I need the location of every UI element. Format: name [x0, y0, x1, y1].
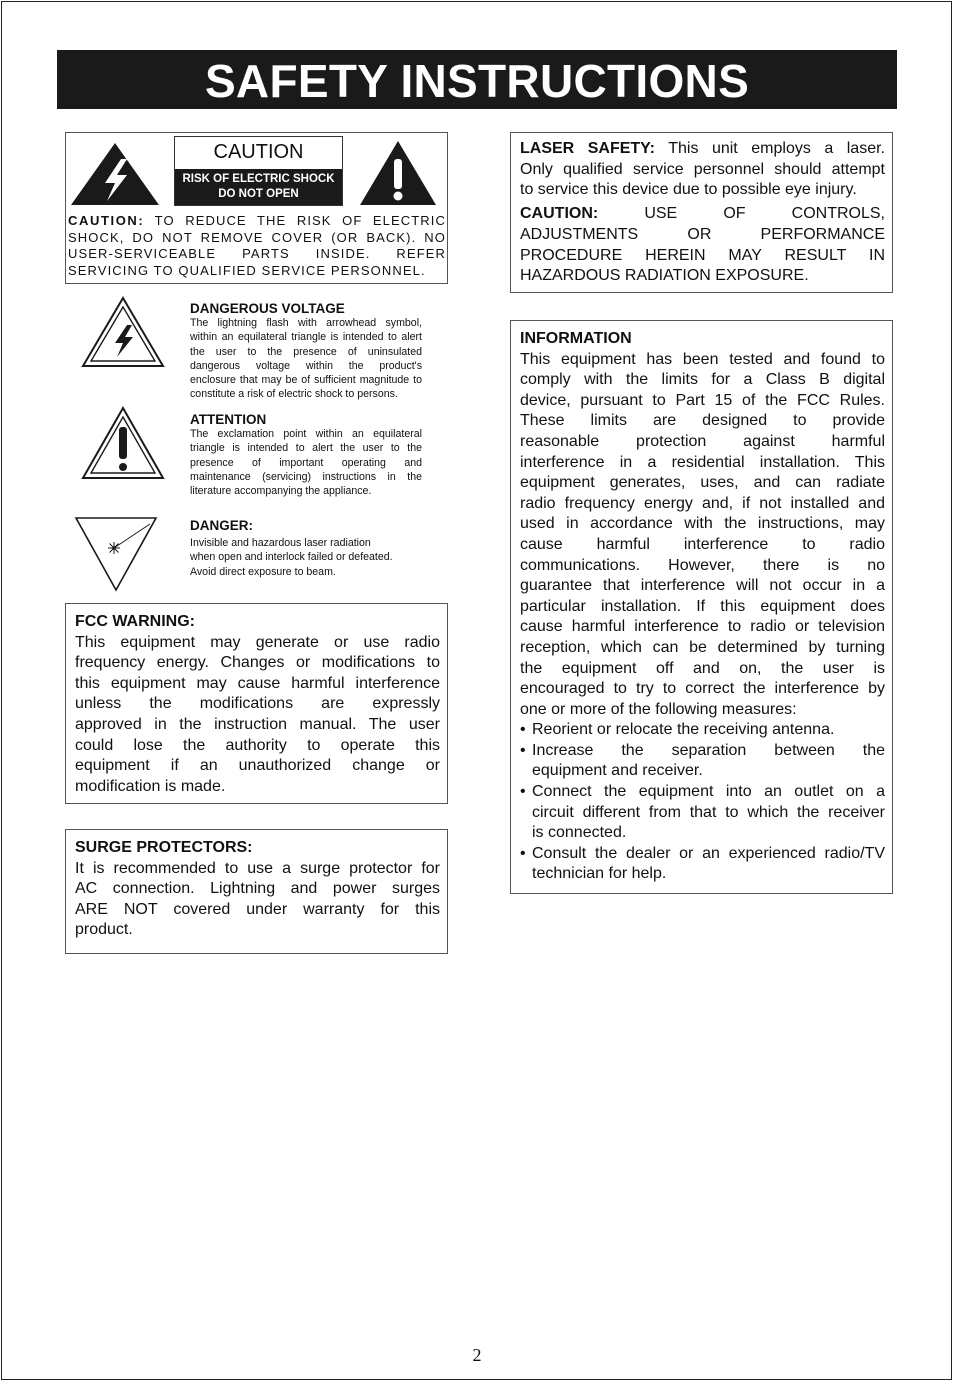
symbol-line: presence of important operating and [190, 456, 422, 469]
information-line: This equipment has been tested and found to [520, 350, 885, 368]
fcc-heading: FCC WARNING: [75, 613, 195, 630]
caution-line: SERVICING TO QUALIFIED SERVICE PERSONNEL. [68, 262, 426, 278]
surge-protectors-box [65, 829, 448, 954]
caution-lead: CAUTION: [68, 213, 145, 228]
surge-line: product. [75, 921, 133, 939]
information-line: These limits are designed to provide [520, 412, 885, 430]
information-line: device, pursuant to Part 15 of the FCC Rules. [520, 391, 885, 409]
caution-sign [174, 136, 343, 206]
bullet-line: Increase the separation between the [532, 741, 885, 759]
bullet-line: Connect the equipment into an outlet on a [532, 783, 885, 801]
caution-sign-warning [175, 169, 342, 205]
caution-line: SHOCK, DO NOT REMOVE COVER (OR BACK). NO [68, 229, 446, 245]
symbol-heading: DANGEROUS VOLTAGE [190, 301, 345, 316]
information-line: communications. However, there is no [520, 556, 885, 574]
information-line: radio frequency energy and, if not installed and [520, 494, 885, 512]
information-line: reception, which can be determined by turning [520, 638, 885, 656]
information-line: guarantee that interference will not occur in a [520, 577, 885, 595]
surge-line: It is recommended to use a surge protector for [75, 859, 440, 877]
symbol-line: the user to the presence of uninsulated [190, 345, 422, 358]
symbol-danger [190, 519, 422, 579]
surge-text [75, 838, 440, 941]
symbol-attention [190, 413, 422, 498]
symbol-line: The lightning flash with arrowhead symbol, [190, 317, 422, 329]
symbol-line: Avoid direct exposure to beam. [190, 565, 336, 578]
bullet-line: equipment and receiver. [532, 762, 703, 780]
fcc-line: This equipment may generate or use radio [75, 633, 440, 651]
information-line: encouraged to try to correct the interference by [520, 680, 885, 698]
laser-line: Only qualified service personnel should attempt [520, 160, 885, 178]
surge-line: AC connection. Lightning and power surges [75, 880, 440, 898]
fcc-line: could lose the authority to operate this [75, 736, 440, 754]
bullet-line: Consult the dealer or an experienced radio/TV [532, 844, 885, 862]
caution-sign-line: RISK OF ELECTRIC SHOCK [182, 173, 335, 185]
exclamation-triangle-icon [80, 405, 166, 481]
surge-line: ARE NOT covered under warranty for this [75, 900, 440, 918]
page-number: 2 [472, 1345, 482, 1365]
caution-line-text: TO REDUCE THE RISK OF ELECTRIC [144, 213, 446, 228]
fcc-warning-text [75, 612, 440, 797]
bullet-dot: • [520, 844, 526, 862]
bullet-line: technician for help. [532, 865, 667, 883]
lightning-triangle-icon [69, 141, 161, 207]
laser-lead: LASER SAFETY: [520, 140, 655, 157]
laser-line [520, 139, 885, 160]
fcc-line: frequency energy. Changes or modifications to [75, 654, 440, 672]
symbol-line: The exclamation point within an equilateral [190, 428, 422, 440]
bullet-dot: • [520, 741, 526, 759]
bullet-dot: • [520, 721, 526, 739]
information-line: used in accordance with the instructions, may [520, 515, 885, 533]
caution-statement [68, 213, 446, 279]
fcc-line: approved in the instruction manual. The user [75, 715, 440, 733]
symbol-line: enclosure that may be of sufficient magnitude to [190, 374, 422, 387]
bullet-dot: • [520, 783, 526, 801]
caution-line [68, 213, 446, 230]
information-line: comply with the limits for a Class B digital [520, 371, 885, 389]
information-line: the equipment off and on, the user is [520, 659, 885, 677]
symbol-line: triangle is intended to alert the user to the [190, 442, 422, 455]
symbol-line: literature accompanying the appliance. [190, 485, 372, 498]
information-line: interference in a residential installation. This [520, 453, 885, 471]
information-line: particular installation. If this equipment does [520, 597, 885, 615]
information-line: one or more of the following measures: [520, 700, 797, 718]
caution-panel [65, 132, 448, 284]
surge-heading: SURGE PROTECTORS: [75, 839, 253, 856]
information-box [510, 320, 893, 894]
symbol-line: within an equilateral triangle is intended to alert [190, 331, 422, 344]
bullet-line: is connected. [532, 824, 627, 842]
symbol-line: constitute a risk of electric shock to persons. [190, 388, 398, 401]
laser-line: to service this device due to possible eye injury. [520, 181, 857, 199]
symbol-line: when open and interlock failed or defeated. [190, 551, 393, 564]
information-heading: INFORMATION [520, 330, 632, 347]
symbol-heading: ATTENTION [190, 412, 267, 427]
list-item [520, 720, 885, 741]
bullet-line: circuit different from that to which the receiver [532, 803, 885, 821]
symbol-line: Invisible and hazardous laser radiation [190, 537, 371, 549]
laser-line-text: This unit employs a laser. [655, 140, 885, 157]
caution-sign-line: DO NOT OPEN [218, 188, 299, 200]
fcc-warning-box [65, 603, 448, 804]
exclamation-triangle-icon [358, 139, 438, 207]
laser-radiation-icon [74, 516, 158, 592]
laser-caution-line [520, 204, 885, 225]
page-title: SAFETY INSTRUCTIONS [57, 50, 897, 109]
caution-line: USER-SERVICEABLE PARTS INSIDE. REFER [68, 246, 446, 261]
laser-caution-text: USE OF CONTROLS, [598, 205, 885, 223]
symbol-line: maintenance (servicing) instructions in the [190, 470, 422, 483]
laser-safety-box [510, 132, 893, 293]
laser-caution-line: PROCEDURE HEREIN MAY RESULT IN [520, 246, 885, 264]
symbol-dangerous-voltage [190, 302, 422, 402]
list-item [520, 741, 885, 782]
fcc-line: unless the modifications are expressly [75, 695, 440, 713]
fcc-line: equipment if an unauthorized change or [75, 757, 440, 775]
information-text [520, 329, 885, 885]
laser-caution-line: HAZARDOUS RADIATION EXPOSURE. [520, 267, 809, 285]
symbol-heading: DANGER: [190, 518, 253, 533]
information-line: cause harmful interference to radio [520, 535, 885, 553]
information-line: reasonable protection against harmful [520, 432, 885, 450]
bullet-line: Reorient or relocate the receiving antenna. [532, 721, 835, 739]
fcc-line: modification is made. [75, 777, 226, 795]
caution-sign-title: CAUTION [213, 141, 304, 163]
information-line: cause harmful interference to radio or television [520, 618, 885, 636]
laser-caution-lead: CAUTION: [520, 205, 599, 223]
list-item [520, 844, 885, 885]
lightning-triangle-icon [80, 295, 166, 369]
list-item [520, 782, 885, 844]
laser-safety-text [520, 139, 885, 287]
information-line: equipment generates, uses, and can radiate [520, 474, 885, 492]
laser-caution-line: ADJUSTMENTS OR PERFORMANCE [520, 225, 885, 243]
fcc-line: this equipment may cause harmful interference [75, 674, 440, 692]
symbol-line: dangerous voltage within the product's [190, 359, 422, 372]
